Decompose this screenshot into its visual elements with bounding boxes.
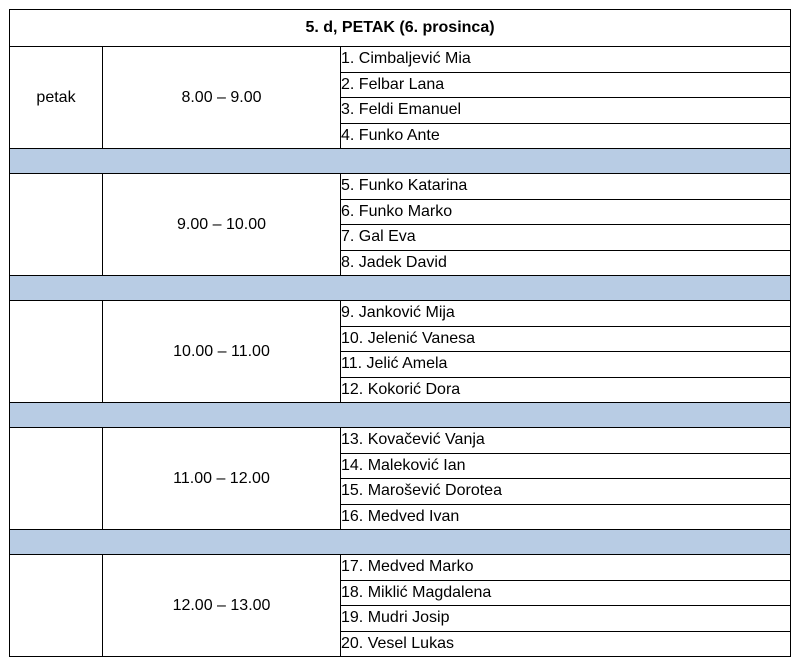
student-name: 6. Funko Marko xyxy=(341,199,791,225)
student-name: 12. Kokorić Dora xyxy=(341,377,791,403)
student-name: 15. Marošević Dorotea xyxy=(341,479,791,505)
student-name: 3. Feldi Emanuel xyxy=(341,98,791,124)
separator-row xyxy=(10,149,791,174)
student-name: 7. Gal Eva xyxy=(341,225,791,251)
day-cell xyxy=(10,301,103,403)
student-name: 14. Maleković Ian xyxy=(341,453,791,479)
page-title: 5. d, PETAK (6. prosinca) xyxy=(10,10,791,47)
student-name: 13. Kovačević Vanja xyxy=(341,428,791,454)
student-name: 10. Jelenić Vanesa xyxy=(341,326,791,352)
student-name: 17. Medved Marko xyxy=(341,555,791,581)
separator-row xyxy=(10,403,791,428)
student-name: 2. Felbar Lana xyxy=(341,72,791,98)
time-slot: 9.00 – 10.00 xyxy=(103,174,341,276)
student-name: 16. Medved Ivan xyxy=(341,504,791,530)
separator-row xyxy=(10,530,791,555)
student-name: 19. Mudri Josip xyxy=(341,606,791,632)
day-cell xyxy=(10,555,103,657)
student-name: 20. Vesel Lukas xyxy=(341,631,791,657)
student-name: 9. Janković Mija xyxy=(341,301,791,327)
student-name: 5. Funko Katarina xyxy=(341,174,791,200)
day-cell xyxy=(10,428,103,530)
student-name: 18. Miklić Magdalena xyxy=(341,580,791,606)
day-cell xyxy=(10,174,103,276)
schedule-table xyxy=(9,9,791,657)
time-slot: 12.00 – 13.00 xyxy=(103,555,341,657)
day-cell: petak xyxy=(10,47,103,149)
student-name: 1. Cimbaljević Mia xyxy=(341,47,791,73)
time-slot: 8.00 – 9.00 xyxy=(103,47,341,149)
time-slot: 10.00 – 11.00 xyxy=(103,301,341,403)
student-name: 4. Funko Ante xyxy=(341,123,791,149)
time-slot: 11.00 – 12.00 xyxy=(103,428,341,530)
student-name: 8. Jadek David xyxy=(341,250,791,276)
student-name: 11. Jelić Amela xyxy=(341,352,791,378)
separator-row xyxy=(10,276,791,301)
